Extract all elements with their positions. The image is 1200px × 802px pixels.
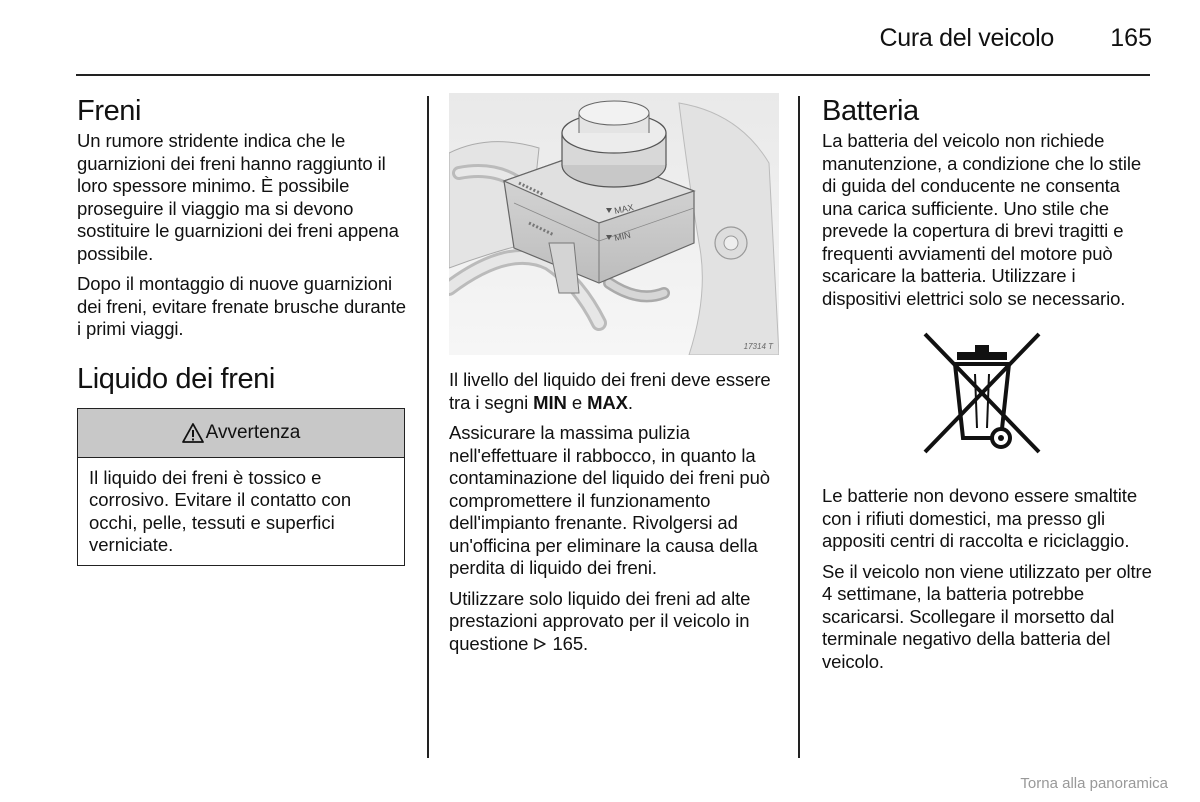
warning-title: Avvertenza <box>205 421 301 443</box>
figure-code: 17314 T <box>743 342 773 351</box>
section-title-freni: Freni <box>77 95 142 127</box>
batteria-paragraph-3: Se il veicolo non viene utilizzato per oltre 4 settimane, la batteria potrebbe scaricarsi. Scollegare il morsetto dal terminale negativo della batteria del veicolo. <box>822 560 1152 672</box>
page-reference-link[interactable]: 165. <box>552 632 589 654</box>
freni-paragraph-2: Dopo il montaggio di nuove guarnizioni dei freni, evitare frenate brusche durante i primi viaggi. <box>77 273 406 339</box>
column-divider-2 <box>798 96 800 758</box>
reservoir-max-mark: MAX <box>613 202 635 216</box>
approved-fluid-paragraph: Utilizzare solo liquido dei freni ad alte prestazioni approvato per il veicolo in questione 165. <box>449 587 751 654</box>
warning-header <box>78 409 404 458</box>
section-title-batteria: Batteria <box>822 95 919 127</box>
crossed-bin-icon <box>917 328 1047 458</box>
level-paragraph: Il livello del liquido dei freni deve essere tra i segni MIN e MAX. <box>449 369 771 413</box>
page-number: 165 <box>1110 24 1152 52</box>
arrow-ref-icon <box>533 637 547 651</box>
column-left <box>77 95 407 566</box>
section-title-liquido: Liquido dei freni <box>77 362 275 395</box>
batteria-paragraph-2: Le batterie non devono essere smaltite con i rifiuti domestici, ma presso gli appositi centri di raccolta e riciclaggio. <box>822 485 1138 551</box>
reservoir-min-mark: MIN <box>613 229 632 243</box>
back-to-overview-link[interactable]: Torna alla panoramica <box>1020 775 1168 792</box>
running-header-title: Cura del veicolo <box>879 24 1054 52</box>
brake-fluid-reservoir-figure <box>449 93 779 355</box>
min-label: MIN <box>533 391 567 413</box>
warning-box <box>77 408 405 566</box>
warning-text: Il liquido dei freni è tossico e corrosivo. Evitare il contatto con occhi, pelle, tessuti e superfici verniciate. <box>89 466 352 555</box>
header-divider <box>76 74 1150 76</box>
batteria-paragraph-1: La batteria del veicolo non richiede manutenzione, a condizione che lo stile di guida del conducente ne consenta una carica sufficiente. Uno stile che prevede la copertura di brevi tragitti e frequenti avviamenti del motore può scaricare la batteria. Utilizzare i dispositivi elettrici solo se necessario. <box>822 130 1142 309</box>
column-right <box>822 95 1152 681</box>
column-middle <box>449 95 779 663</box>
column-divider-1 <box>427 96 429 758</box>
max-label: MAX <box>587 391 628 413</box>
warning-triangle-icon <box>182 423 204 443</box>
cleanliness-paragraph: Assicurare la massima pulizia nell'effettuare il rabbocco, in quanto la contaminazione del liquido dei freni può compromettere il funzionamento dell'impianto frenante. Rivolgersi ad un'officina per eliminare la causa della perdita di liquido dei freni. <box>449 422 770 578</box>
brake-reservoir-illustration <box>449 93 779 355</box>
freni-paragraph-1: Un rumore stridente indica che le guarnizioni dei freni hanno raggiunto il loro spessore minimo. È possibile proseguire il viaggio ma si devono sostituire le guarnizioni dei freni appena possibile. <box>77 130 399 264</box>
